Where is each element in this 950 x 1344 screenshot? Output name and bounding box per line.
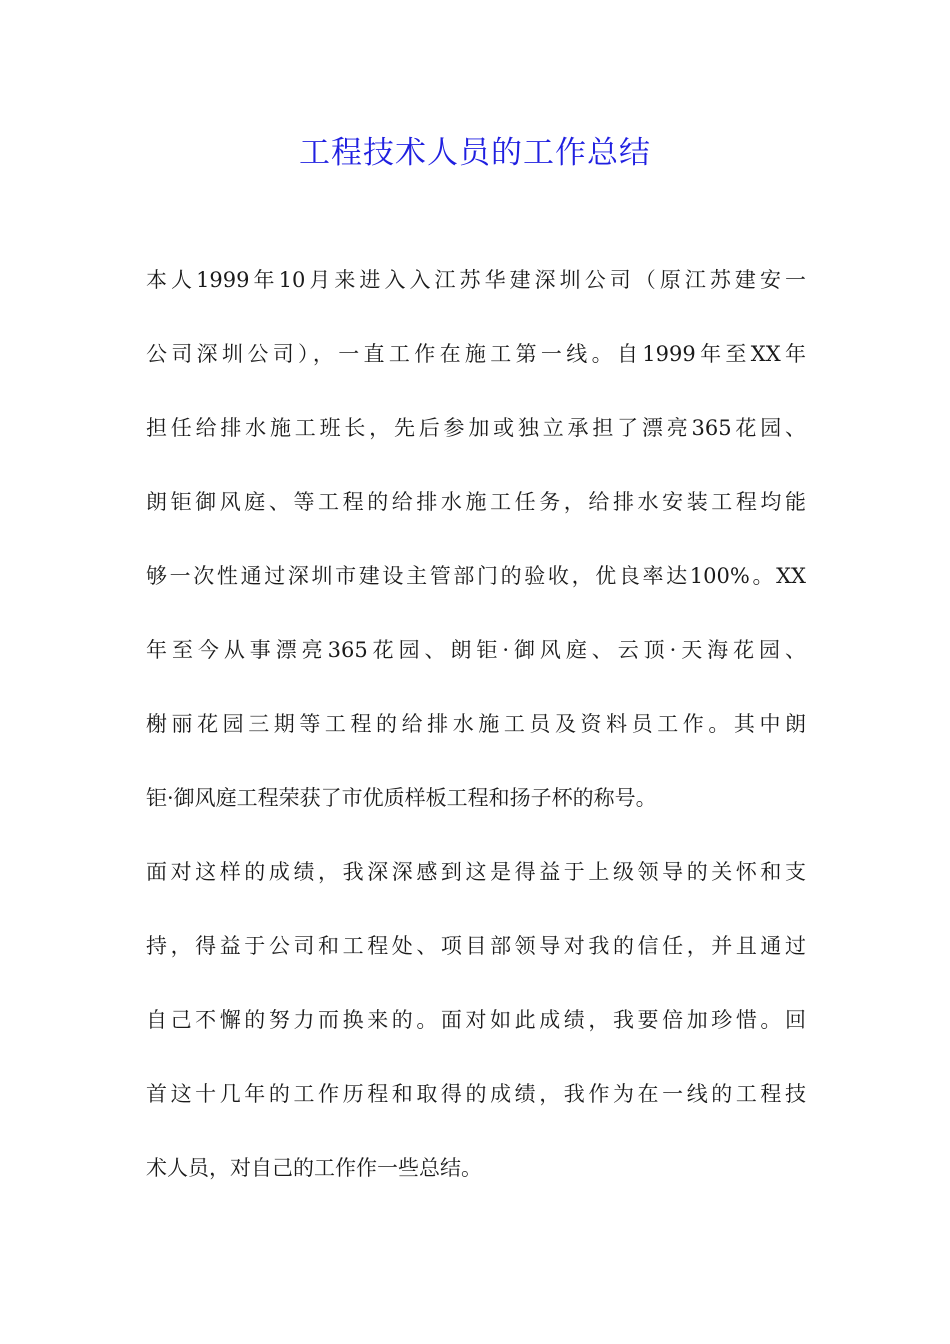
paragraph-2-line: 面对这样的成绩，我深深感到这是得益于上级领导的关怀和支 — [146, 860, 806, 884]
paragraph-2-line: 首这十几年的工作历程和取得的成绩，我作为在一线的工程技 — [146, 1082, 806, 1106]
paragraph-1-line: 榭丽花园三期等工程的给排水施工员及资料员工作。其中朗 — [146, 712, 806, 736]
paragraph-2-line: 持，得益于公司和工程处、项目部领导对我的信任，并且通过 — [146, 934, 806, 958]
paragraph-2-line: 自己不懈的努力而换来的。面对如此成绩，我要倍加珍惜。回 — [146, 1008, 806, 1032]
document-body — [146, 264, 806, 1180]
paragraph-1-line: 够一次性通过深圳市建设主管部门的验收，优良率达100%。XX — [146, 564, 806, 588]
document-title: 工程技术人员的工作总结 — [299, 135, 651, 171]
paragraph-1-line: 担任给排水施工班长，先后参加或独立承担了漂亮365花园、 — [146, 416, 806, 440]
paragraph-1-line: 公司深圳公司），一直工作在施工第一线。自1999年至XX年 — [146, 342, 806, 366]
paragraph-1-line: 钜·御风庭工程荣获了市优质样板工程和扬子杯的称号。 — [146, 786, 657, 810]
paragraph-1-line: 本人1999年10月来进入入江苏华建深圳公司（原江苏建安一 — [146, 268, 806, 292]
paragraph-2-line: 术人员，对自己的工作作一些总结。 — [146, 1156, 482, 1180]
paragraph-1-line: 朗钜御风庭、等工程的给排水施工任务，给排水安装工程均能 — [146, 490, 806, 514]
paragraph-1-line: 年至今从事漂亮365花园、朗钜·御风庭、云顶·天海花园、 — [146, 638, 806, 662]
